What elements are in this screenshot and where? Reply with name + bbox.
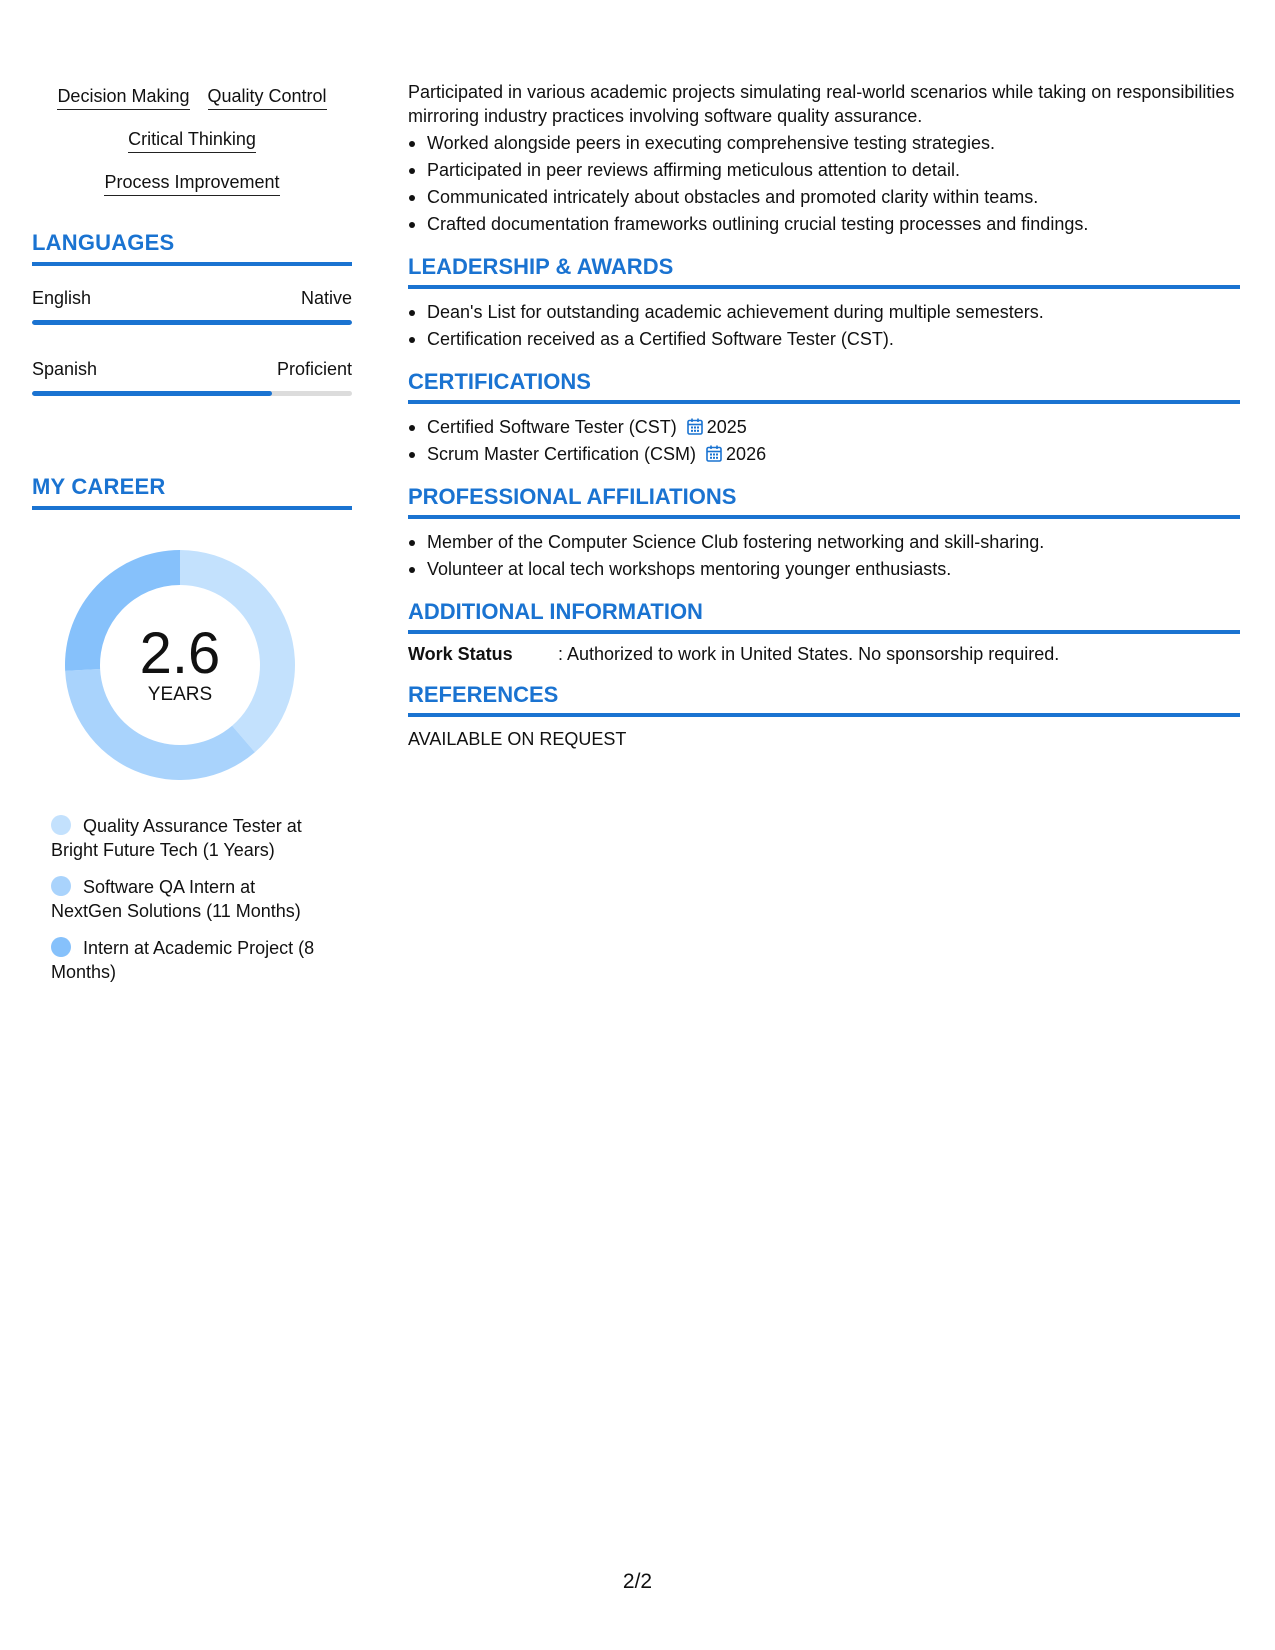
skill-tag: Process Improvement <box>104 170 279 196</box>
language-name: Spanish <box>32 359 98 379</box>
certification-year: 2025 <box>706 417 747 437</box>
career-heading: MY CAREER <box>32 474 352 510</box>
list-item: Worked alongside peers in executing comprehensive testing strategies. <box>408 130 1240 157</box>
experience-intro: Participated in various academic projects simulating real-world scenarios while taking on responsibilities mirroring industry practices involving software quality assurance. <box>408 82 1235 126</box>
list-item: Communicated intricately about obstacles and promoted clarity within teams. <box>408 184 1240 211</box>
left-column <box>32 84 352 997</box>
career-total: 2.6 <box>139 621 221 686</box>
skill-tag: Decision Making <box>57 84 189 110</box>
language-name: English <box>32 288 92 308</box>
right-column <box>408 80 1240 751</box>
work-status-label: Work Status <box>408 644 513 664</box>
legend-swatch <box>51 937 71 957</box>
legend-label: Quality Assurance Tester at Bright Future Tech (1 Years) <box>51 816 302 860</box>
skills-list <box>32 84 352 196</box>
legend-item <box>51 814 321 862</box>
list-item <box>408 414 1240 441</box>
skills-row <box>32 127 352 153</box>
list-item: Certification received as a Certified Software Tester (CST). <box>408 326 1240 353</box>
page-number: 2/2 <box>622 1570 653 1593</box>
list-item: Dean's List for outstanding academic achievement during multiple semesters. <box>408 299 1240 326</box>
skills-row <box>32 84 352 110</box>
legend-label: Software QA Intern at NextGen Solutions (11 Months) <box>51 877 301 921</box>
calendar-icon <box>687 418 703 435</box>
career-legend <box>51 814 321 984</box>
list-item: Participated in peer reviews affirming meticulous attention to detail. <box>408 157 1240 184</box>
career-unit: YEARS <box>147 684 213 705</box>
certification-year: 2026 <box>726 444 767 464</box>
languages-heading: LANGUAGES <box>32 230 352 266</box>
donut-center <box>65 550 295 780</box>
certifications-list <box>408 414 1240 468</box>
list-item: Crafted documentation frameworks outlining crucial testing processes and findings. <box>408 211 1240 238</box>
language-level: Proficient <box>276 359 352 379</box>
legend-label: Intern at Academic Project (8 Months) <box>51 938 315 982</box>
skill-tag: Quality Control <box>208 84 327 110</box>
references-text: AVAILABLE ON REQUEST <box>408 729 627 749</box>
calendar-icon <box>706 445 722 462</box>
list-item: Volunteer at local tech workshops mentoring younger enthusiasts. <box>408 556 1240 583</box>
language-bar-fill <box>32 320 352 325</box>
additional-info-heading: ADDITIONAL INFORMATION <box>408 599 1240 634</box>
legend-swatch <box>51 876 71 896</box>
language-level: Native <box>300 288 352 308</box>
affiliations-list <box>408 529 1240 583</box>
leadership-heading: LEADERSHIP & AWARDS <box>408 254 1240 289</box>
experience-bullets <box>408 130 1240 238</box>
affiliations-heading: PROFESSIONAL AFFILIATIONS <box>408 484 1240 519</box>
language-bar <box>32 320 352 325</box>
list-item: Member of the Computer Science Club fostering networking and skill-sharing. <box>408 529 1240 556</box>
skills-row <box>32 170 352 196</box>
certification-name: Certified Software Tester (CST) <box>427 417 677 437</box>
language-bar <box>32 391 352 396</box>
legend-item <box>51 875 321 923</box>
skill-tag: Critical Thinking <box>128 127 256 153</box>
list-item <box>408 441 1240 468</box>
certification-name: Scrum Master Certification (CSM) <box>427 444 697 464</box>
references-heading: REFERENCES <box>408 682 1240 717</box>
certifications-heading: CERTIFICATIONS <box>408 369 1240 404</box>
career-donut-chart <box>65 550 295 780</box>
leadership-list <box>408 299 1240 353</box>
legend-item <box>51 936 321 984</box>
legend-swatch <box>51 815 71 835</box>
language-bar-fill <box>32 391 272 396</box>
language-item <box>32 286 352 325</box>
work-status-value: : Authorized to work in United States. No sponsorship required. <box>558 644 1060 664</box>
work-status-row <box>408 642 1240 666</box>
language-item <box>32 357 352 396</box>
